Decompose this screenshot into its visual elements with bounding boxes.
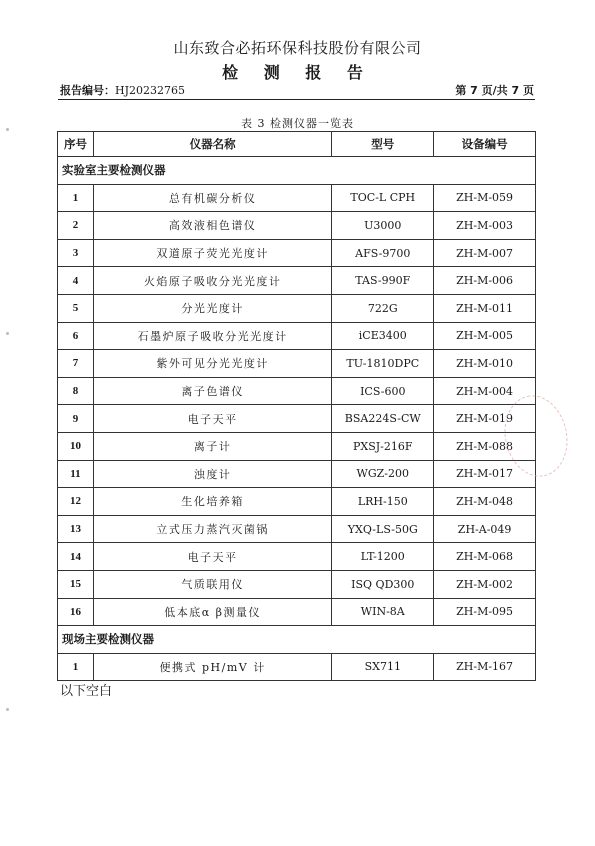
col-header-device-id: 设备编号 <box>434 132 536 157</box>
instrument-model: AFS-9700 <box>332 239 434 267</box>
instrument-name: 生化培养箱 <box>93 488 331 516</box>
row-number: 10 <box>58 432 94 460</box>
instrument-model: YXQ-LS-50G <box>332 515 434 543</box>
row-number: 16 <box>58 598 94 626</box>
row-number: 15 <box>58 570 94 598</box>
table-row <box>58 239 536 267</box>
table-row <box>58 184 536 212</box>
instrument-model: ISQ QD300 <box>332 570 434 598</box>
device-id: ZH-A-049 <box>434 515 536 543</box>
instrument-model: iCE3400 <box>332 322 434 350</box>
instrument-name: 气质联用仪 <box>93 570 331 598</box>
instrument-model: SX711 <box>332 653 434 681</box>
instrument-model: 722G <box>332 294 434 322</box>
table-row <box>58 405 536 433</box>
device-id: ZH-M-095 <box>434 598 536 626</box>
instrument-name: 离子色谱仪 <box>93 377 331 405</box>
report-number <box>60 82 185 98</box>
instrument-name: 低本底α β测量仪 <box>93 598 331 626</box>
instrument-name: 分光光度计 <box>93 294 331 322</box>
report-meta <box>60 82 534 98</box>
section-row-field <box>58 626 536 654</box>
col-header-model: 型号 <box>332 132 434 157</box>
table-row <box>58 570 536 598</box>
page-indicator: 第 7 页/共 7 页 <box>455 84 534 97</box>
scan-mark <box>6 128 9 131</box>
device-id: ZH-M-004 <box>434 377 536 405</box>
table-row <box>58 212 536 240</box>
table-row <box>58 543 536 571</box>
instrument-name: 电子天平 <box>93 543 331 571</box>
device-id: ZH-M-010 <box>434 350 536 378</box>
row-number: 8 <box>58 377 94 405</box>
table-row <box>58 598 536 626</box>
row-number: 2 <box>58 212 94 240</box>
scan-mark <box>6 332 9 335</box>
row-number: 12 <box>58 488 94 516</box>
instrument-name: 离子计 <box>93 432 331 460</box>
device-id: ZH-M-048 <box>434 488 536 516</box>
instrument-name: 便携式 pH/mV 计 <box>93 653 331 681</box>
device-id: ZH-M-007 <box>434 239 536 267</box>
row-number: 7 <box>58 350 94 378</box>
instrument-model: TOC-L CPH <box>332 184 434 212</box>
instrument-name: 浊度计 <box>93 460 331 488</box>
instrument-name: 电子天平 <box>93 405 331 433</box>
row-number: 3 <box>58 239 94 267</box>
instrument-name: 双道原子荧光光度计 <box>93 239 331 267</box>
scan-mark <box>6 708 9 711</box>
device-id: ZH-M-005 <box>434 322 536 350</box>
device-id: ZH-M-017 <box>434 460 536 488</box>
table-row <box>58 460 536 488</box>
table-row <box>58 653 536 681</box>
table-row <box>58 432 536 460</box>
table-row <box>58 267 536 295</box>
instrument-name: 高效液相色谱仪 <box>93 212 331 240</box>
table-row <box>58 350 536 378</box>
row-number: 13 <box>58 515 94 543</box>
col-header-name: 仪器名称 <box>93 132 331 157</box>
instrument-model: BSA224S-CW <box>332 405 434 433</box>
report-title: 检 测 报 告 <box>222 63 373 82</box>
device-id: ZH-M-167 <box>434 653 536 681</box>
table-row <box>58 294 536 322</box>
instrument-model: U3000 <box>332 212 434 240</box>
blank-note: 以下空白 <box>60 684 113 699</box>
instrument-model: TU-1810DPC <box>332 350 434 378</box>
device-id: ZH-M-019 <box>434 405 536 433</box>
row-number: 5 <box>58 294 94 322</box>
instrument-name: 总有机碳分析仪 <box>93 184 331 212</box>
device-id: ZH-M-002 <box>434 570 536 598</box>
instrument-model: LRH-150 <box>332 488 434 516</box>
row-number: 11 <box>58 460 94 488</box>
device-id: ZH-M-068 <box>434 543 536 571</box>
col-header-no: 序号 <box>58 132 94 157</box>
instrument-name: 紫外可见分光光度计 <box>93 350 331 378</box>
row-number: 1 <box>58 184 94 212</box>
table-row <box>58 377 536 405</box>
section-label-field: 现场主要检测仪器 <box>58 626 536 654</box>
row-number: 14 <box>58 543 94 571</box>
section-label-lab: 实验室主要检测仪器 <box>58 157 536 185</box>
row-number: 1 <box>58 653 94 681</box>
instrument-model: LT-1200 <box>332 543 434 571</box>
report-number-label: 报告编号： <box>60 84 115 97</box>
table-header-row <box>58 132 536 157</box>
device-id: ZH-M-011 <box>434 294 536 322</box>
company-name: 山东致合必拓环保科技股份有限公司 <box>173 39 422 57</box>
device-id: ZH-M-006 <box>434 267 536 295</box>
instrument-model: WIN-8A <box>332 598 434 626</box>
instrument-model: PXSJ-216F <box>332 432 434 460</box>
device-id: ZH-M-003 <box>434 212 536 240</box>
table-row <box>58 488 536 516</box>
instrument-name: 火焰原子吸收分光光度计 <box>93 267 331 295</box>
section-row-lab <box>58 157 536 185</box>
instrument-model: WGZ-200 <box>332 460 434 488</box>
device-id: ZH-M-088 <box>434 432 536 460</box>
table-row <box>58 322 536 350</box>
row-number: 9 <box>58 405 94 433</box>
table-caption: 表 3 检测仪器一览表 <box>241 117 354 130</box>
device-id: ZH-M-059 <box>434 184 536 212</box>
header-divider <box>58 99 535 100</box>
row-number: 6 <box>58 322 94 350</box>
instrument-model: ICS-600 <box>332 377 434 405</box>
instrument-name: 立式压力蒸汽灭菌锅 <box>93 515 331 543</box>
row-number: 4 <box>58 267 94 295</box>
table-row <box>58 515 536 543</box>
instrument-model: TAS-990F <box>332 267 434 295</box>
instrument-name: 石墨炉原子吸收分光光度计 <box>93 322 331 350</box>
report-number-value: HJ20232765 <box>115 84 185 97</box>
instrument-table <box>57 131 536 681</box>
